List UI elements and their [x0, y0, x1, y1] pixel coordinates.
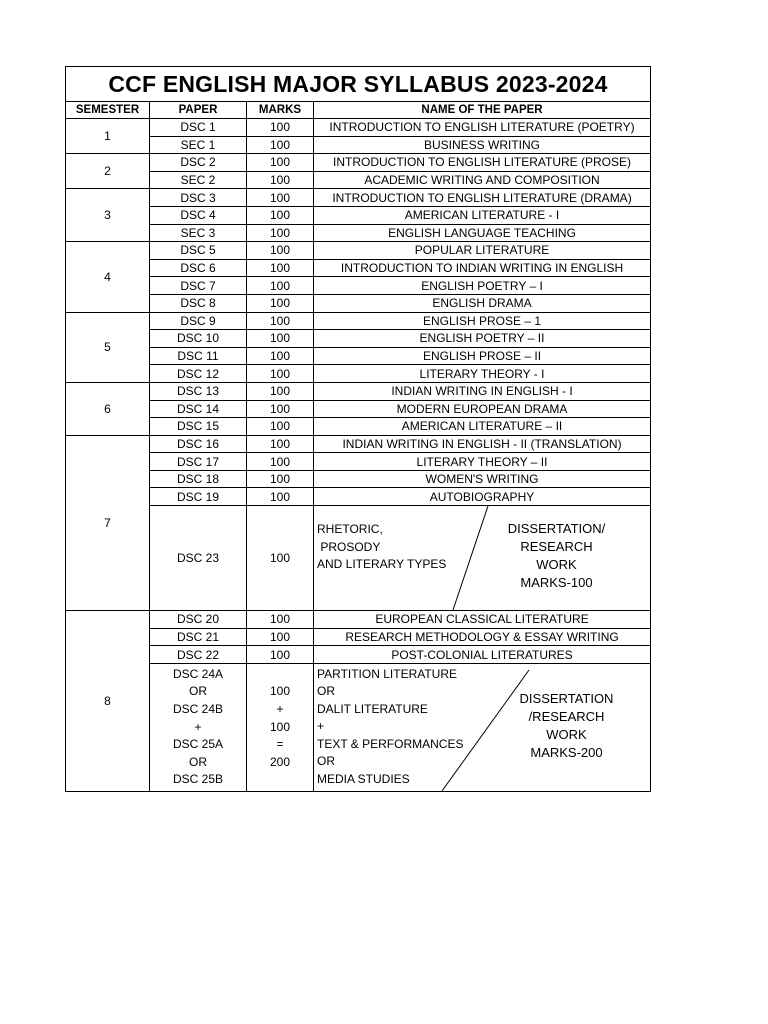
- page-title: CCF ENGLISH MAJOR SYLLABUS 2023-2024: [66, 67, 651, 102]
- table-row: [66, 453, 651, 471]
- paper-marks: 100: [247, 259, 314, 277]
- paper-code: DSC 1: [150, 119, 247, 137]
- paper-marks: 100: [247, 242, 314, 260]
- split-left-line: AND LITERARY TYPES: [317, 557, 447, 572]
- paper-marks: 100: [247, 646, 314, 664]
- table-row: [66, 418, 651, 436]
- paper-code: DSC 6: [150, 259, 247, 277]
- paper-marks: 100: [247, 628, 314, 646]
- paper-code-stack: [150, 666, 246, 789]
- paper-name: LITERARY THEORY - I: [314, 365, 651, 383]
- paper-code-line: DSC 25B: [172, 772, 224, 787]
- split-right-text: [514, 690, 619, 762]
- paper-name: EUROPEAN CLASSICAL LITERATURE: [314, 611, 651, 629]
- split-left-line: MEDIA STUDIES: [317, 771, 410, 786]
- table-row: [66, 224, 651, 242]
- paper-code: DSC 17: [150, 453, 247, 471]
- split-right-line: WORK: [546, 726, 587, 742]
- marks-line: 200: [269, 754, 291, 769]
- paper-code: DSC 19: [150, 488, 247, 506]
- paper-code: DSC 13: [150, 382, 247, 400]
- table-row: [66, 382, 651, 400]
- header-paper: PAPER: [150, 102, 247, 119]
- syllabus-sheet: [65, 66, 651, 792]
- paper-code: DSC 2: [150, 154, 247, 172]
- table-row: [66, 154, 651, 172]
- split-cell-content: [314, 506, 650, 610]
- paper-marks: 100: [247, 136, 314, 154]
- marks-line: +: [276, 701, 284, 716]
- paper-name: ENGLISH PROSE – II: [314, 347, 651, 365]
- paper-marks: 100: [247, 330, 314, 348]
- paper-name: ENGLISH DRAMA: [314, 294, 651, 312]
- paper-name: INTRODUCTION TO ENGLISH LITERATURE (DRAMA): [314, 189, 651, 207]
- paper-code: DSC 7: [150, 277, 247, 295]
- semester-number: 6: [66, 382, 150, 435]
- special-row: [66, 506, 651, 611]
- paper-code-line: OR: [189, 684, 207, 699]
- marks-line: 100: [269, 684, 291, 699]
- split-left-line: DALIT LITERATURE: [317, 701, 428, 716]
- paper-code: [150, 663, 247, 791]
- paper-name: ENGLISH POETRY – I: [314, 277, 651, 295]
- paper-name: INDIAN WRITING IN ENGLISH - II (TRANSLATION): [314, 435, 651, 453]
- paper-code: SEC 3: [150, 224, 247, 242]
- paper-marks: 100: [247, 506, 314, 611]
- table-row: [66, 119, 651, 137]
- paper-name: POPULAR LITERATURE: [314, 242, 651, 260]
- paper-name: RESEARCH METHODOLOGY & ESSAY WRITING: [314, 628, 651, 646]
- paper-code: DSC 22: [150, 646, 247, 664]
- paper-code: DSC 21: [150, 628, 247, 646]
- split-cell-content: [314, 664, 650, 791]
- paper-marks: 100: [247, 119, 314, 137]
- paper-name: AUTOBIOGRAPHY: [314, 488, 651, 506]
- split-right-line: MARKS-200: [530, 744, 603, 760]
- paper-code: SEC 2: [150, 171, 247, 189]
- header-paper-name: NAME OF THE PAPER: [314, 102, 651, 119]
- header-marks: MARKS: [247, 102, 314, 119]
- paper-marks: 100: [247, 611, 314, 629]
- table-row: [66, 488, 651, 506]
- paper-marks: 100: [247, 189, 314, 207]
- semester-number: 3: [66, 189, 150, 242]
- table-row: [66, 294, 651, 312]
- paper-marks: 100: [247, 171, 314, 189]
- paper-code: SEC 1: [150, 136, 247, 154]
- paper-marks: [247, 663, 314, 791]
- paper-marks: 100: [247, 154, 314, 172]
- table-row: [66, 189, 651, 207]
- split-left-line: OR: [317, 754, 335, 769]
- table-row: [66, 347, 651, 365]
- table-row: [66, 136, 651, 154]
- paper-marks: 100: [247, 418, 314, 436]
- paper-marks: 100: [247, 294, 314, 312]
- paper-marks: 100: [247, 488, 314, 506]
- split-left-text: [317, 666, 463, 789]
- paper-code: DSC 16: [150, 435, 247, 453]
- paper-marks: 100: [247, 453, 314, 471]
- paper-code-line: +: [194, 719, 202, 734]
- split-right-text: [499, 520, 614, 592]
- paper-name: AMERICAN LITERATURE – II: [314, 418, 651, 436]
- paper-name: INTRODUCTION TO ENGLISH LITERATURE (POETRY): [314, 119, 651, 137]
- table-row: [66, 365, 651, 383]
- paper-marks: 100: [247, 312, 314, 330]
- paper-code: DSC 8: [150, 294, 247, 312]
- paper-name: MODERN EUROPEAN DRAMA: [314, 400, 651, 418]
- paper-code: DSC 12: [150, 365, 247, 383]
- paper-code-line: DSC 25A: [172, 737, 224, 752]
- split-left-line: RHETORIC,: [317, 522, 383, 537]
- paper-name: ENGLISH LANGUAGE TEACHING: [314, 224, 651, 242]
- table-row: [66, 611, 651, 629]
- paper-code: DSC 15: [150, 418, 247, 436]
- marks-line: =: [276, 737, 284, 752]
- split-right-line: DISSERTATION/: [507, 521, 606, 537]
- paper-code: DSC 5: [150, 242, 247, 260]
- paper-code-line: OR: [189, 754, 207, 769]
- table-row: [66, 259, 651, 277]
- table-row: [66, 435, 651, 453]
- split-left-line: PROSODY: [317, 539, 381, 554]
- split-left-line: +: [317, 719, 325, 734]
- paper-name: BUSINESS WRITING: [314, 136, 651, 154]
- table-row: [66, 171, 651, 189]
- diagonal-line: [453, 506, 488, 610]
- paper-code: DSC 11: [150, 347, 247, 365]
- table-row: [66, 242, 651, 260]
- split-right-line: MARKS-100: [520, 575, 593, 591]
- split-paper-cell: [314, 663, 651, 791]
- paper-name: POST-COLONIAL LITERATURES: [314, 646, 651, 664]
- paper-name: WOMEN'S WRITING: [314, 470, 651, 488]
- table-row: [66, 330, 651, 348]
- paper-marks: 100: [247, 277, 314, 295]
- paper-marks: 100: [247, 206, 314, 224]
- semester-number: 7: [66, 435, 150, 610]
- paper-code: DSC 20: [150, 611, 247, 629]
- paper-name: INDIAN WRITING IN ENGLISH - I: [314, 382, 651, 400]
- semester-number: 5: [66, 312, 150, 382]
- paper-name: ENGLISH PROSE – 1: [314, 312, 651, 330]
- paper-code-line: DSC 24A: [172, 666, 224, 681]
- split-right-line: /RESEARCH: [528, 708, 605, 724]
- semester-number: 8: [66, 611, 150, 792]
- paper-name: ENGLISH POETRY – II: [314, 330, 651, 348]
- table-row: [66, 277, 651, 295]
- split-right-line: DISSERTATION: [519, 690, 614, 706]
- paper-marks: 100: [247, 470, 314, 488]
- header-semester: SEMESTER: [66, 102, 150, 119]
- split-left-line: OR: [317, 684, 335, 699]
- paper-name: ACADEMIC WRITING AND COMPOSITION: [314, 171, 651, 189]
- paper-marks: 100: [247, 365, 314, 383]
- paper-marks: 100: [247, 382, 314, 400]
- paper-code: DSC 9: [150, 312, 247, 330]
- semester-number: 4: [66, 242, 150, 312]
- table-row: [66, 470, 651, 488]
- paper-code-line: DSC 24B: [172, 701, 224, 716]
- paper-code: DSC 10: [150, 330, 247, 348]
- marks-line: 100: [269, 719, 291, 734]
- paper-name: INTRODUCTION TO ENGLISH LITERATURE (PROSE): [314, 154, 651, 172]
- paper-code: DSC 18: [150, 470, 247, 488]
- table-row: [66, 312, 651, 330]
- split-paper-cell: [314, 506, 651, 611]
- paper-code: DSC 23: [150, 506, 247, 611]
- paper-name: LITERARY THEORY – II: [314, 453, 651, 471]
- split-right-line: WORK: [536, 557, 577, 573]
- paper-code: DSC 3: [150, 189, 247, 207]
- semester-number: 2: [66, 154, 150, 189]
- split-left-line: TEXT & PERFORMANCES: [317, 736, 464, 751]
- split-left-line: PARTITION LITERATURE: [317, 666, 458, 681]
- split-left-text: [317, 521, 446, 574]
- table-row: [66, 206, 651, 224]
- paper-marks: 100: [247, 400, 314, 418]
- semester-number: 1: [66, 119, 150, 154]
- paper-marks: 100: [247, 347, 314, 365]
- table-row: [66, 628, 651, 646]
- paper-marks: 100: [247, 224, 314, 242]
- paper-marks: 100: [247, 435, 314, 453]
- split-right-line: RESEARCH: [520, 539, 593, 555]
- paper-name: INTRODUCTION TO INDIAN WRITING IN ENGLISH: [314, 259, 651, 277]
- paper-name: AMERICAN LITERATURE - I: [314, 206, 651, 224]
- table-row: [66, 646, 651, 664]
- table-row: [66, 400, 651, 418]
- paper-code: DSC 4: [150, 206, 247, 224]
- syllabus-table: [65, 66, 651, 792]
- special-row: [66, 663, 651, 791]
- paper-code: DSC 14: [150, 400, 247, 418]
- marks-stack: [247, 683, 313, 771]
